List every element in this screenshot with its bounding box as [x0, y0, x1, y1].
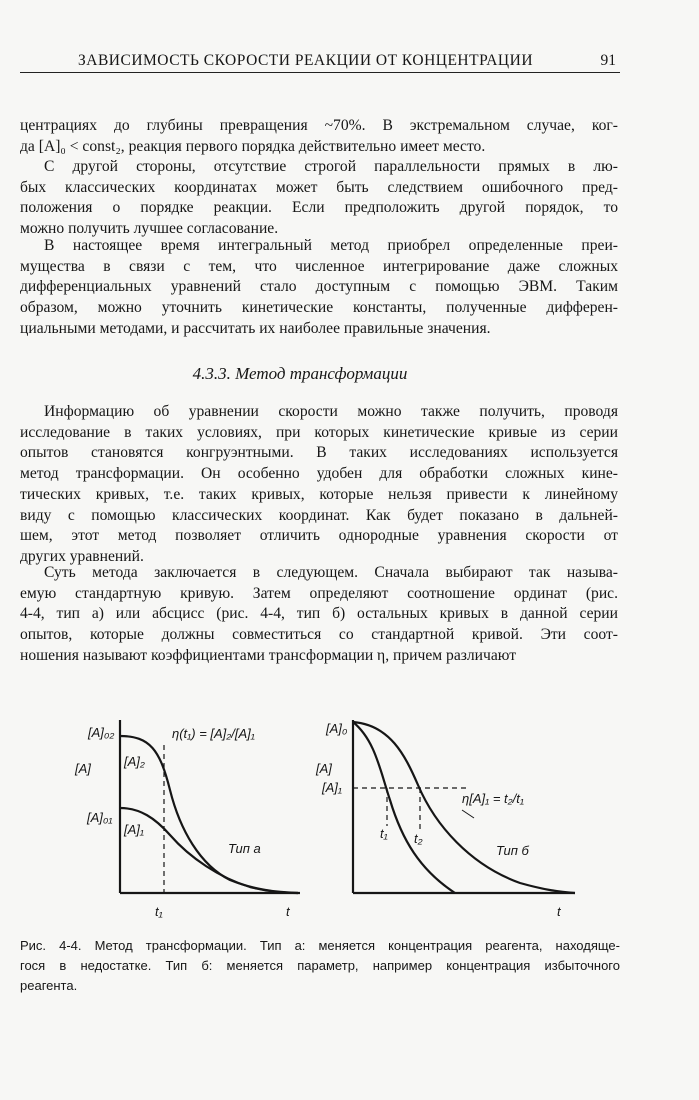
- text-line: бых классических координатах может быть следствием ошибочного пред-: [20, 178, 618, 196]
- text-line: других уравнений.: [20, 547, 144, 565]
- text-line: циальными методами, и рассчитать их наиболее правильные значения.: [20, 319, 491, 337]
- panel-b: [353, 720, 575, 893]
- text-line: шем, этот метод позволяет отличить однородные уравнения скорости от: [20, 527, 618, 545]
- panel-a-type-label: Тип а: [228, 841, 261, 856]
- caption-line: Рис. 4-4. Метод трансформации. Тип а: меняется концентрация реагента, находяще-: [20, 938, 620, 953]
- panel-b-eta-formula: η[A]₁ = t₂/t₁: [462, 791, 524, 806]
- running-header-title: ЗАВИСИМОСТЬ СКОРОСТИ РЕАКЦИИ ОТ КОНЦЕНТРАЦИИ: [78, 52, 534, 69]
- panel-a-eta-formula: η(t₁) = [A]₂/[A]₁: [172, 726, 255, 741]
- text-line: опытов становятся конгруэнтными. В таких исследованиях используется: [20, 444, 618, 462]
- text-line: да [A]₀ < const₂, реакция первого порядка действительно имеет место.: [20, 137, 486, 155]
- panel-b-fast-curve: [353, 722, 455, 893]
- section-heading: 4.3.3. Метод трансформации: [192, 364, 408, 383]
- text-line: 4-4, тип а) или абсцисс (рис. 4-4, тип б) остальных кривых в данной серии: [20, 605, 618, 623]
- panel-a-label-A02: [A]₀₂: [88, 725, 115, 740]
- text-line: можно получить лучшее согласование.: [20, 220, 279, 238]
- paragraph-1: [20, 116, 618, 157]
- panel-b-t2-label: t₂: [414, 831, 423, 846]
- panel-a-lower-curve: [120, 808, 298, 893]
- text-line: емую стандартную кривую. Затем определяют соотношение ординат (рис.: [20, 584, 618, 602]
- text-line: С другой стороны, отсутствие строгой параллельности прямых в лю-: [44, 158, 618, 175]
- panel-b-type-label: Тип б: [496, 843, 529, 858]
- text-line: центрациях до глубины превращения ~70%. В экстремальном случае, ког-: [20, 117, 618, 134]
- caption-line: гося в недостатке. Тип б: меняется параметр, например концентрация избыточного: [20, 958, 620, 973]
- panel-a-label-A: [A]: [75, 761, 91, 776]
- page-number: 91: [600, 52, 616, 69]
- panel-b-t1-label: t₁: [380, 826, 388, 841]
- text-line: виду с помощью классических координат. Как будет показано в дальней-: [20, 506, 618, 524]
- panel-b-slow-curve: [353, 722, 575, 893]
- panel-a-label-A2: [A]₂: [124, 754, 145, 769]
- text-line: опытов, которые должны совместиться со стандартной кривой. Эти соот-: [20, 626, 618, 644]
- panel-a-t1-label: t₁: [155, 904, 163, 919]
- paragraph-2: [20, 157, 618, 240]
- running-header: [20, 50, 620, 73]
- paragraph-5: [20, 563, 618, 667]
- text-line: ношения называют коэффициентами трансформации η, причем различают: [20, 646, 517, 664]
- text-line: мущества в связи с тем, что численное интегрирование даже сложных: [20, 257, 618, 275]
- panel-a-t-label: t: [286, 904, 290, 919]
- text-line: образом, можно уточнить кинетические константы, полученные дифферен-: [20, 299, 618, 317]
- text-line: исследование в таких условиях, при которых кинетические кривые из серии: [20, 423, 618, 441]
- panel-b-label-A1: [A]₁: [322, 780, 342, 795]
- panel-a-label-A1: [A]₁: [124, 822, 144, 837]
- text-line: дифференциальных уравнений стало доступным с помощью ЭВМ. Таким: [20, 278, 618, 296]
- panel-a-label-A01: [A]₀₁: [87, 810, 113, 825]
- panel-a: [120, 720, 300, 893]
- text-line: В настоящее время интегральный метод приобрел определенные преи-: [44, 237, 618, 254]
- paragraph-4: [20, 402, 618, 568]
- paragraph-3: [20, 236, 618, 340]
- panel-b-label-A0: [A]₀: [326, 721, 348, 736]
- text-line: тических кривых, т.е. таких кривых, которые нельзя привести к линейному: [20, 485, 618, 503]
- panel-b-t-label: t: [557, 904, 561, 919]
- text-line: положения о порядке реакции. Если предположить другой порядок, то: [20, 199, 618, 217]
- text-line: Информацию об уравнении скорости можно также получить, проводя: [44, 403, 618, 420]
- panel-b-eta-pointer: [462, 810, 474, 818]
- text-line: Суть метода заключается в следующем. Сначала выбирают так называ-: [44, 564, 618, 581]
- caption-line: реагента.: [20, 978, 78, 993]
- text-line: метод трансформации. Он особенно удобен для обработки сложных кине-: [20, 465, 618, 483]
- panel-b-label-A: [A]: [316, 761, 332, 776]
- figure-caption: [20, 936, 620, 996]
- figure-4-4: [0, 700, 699, 930]
